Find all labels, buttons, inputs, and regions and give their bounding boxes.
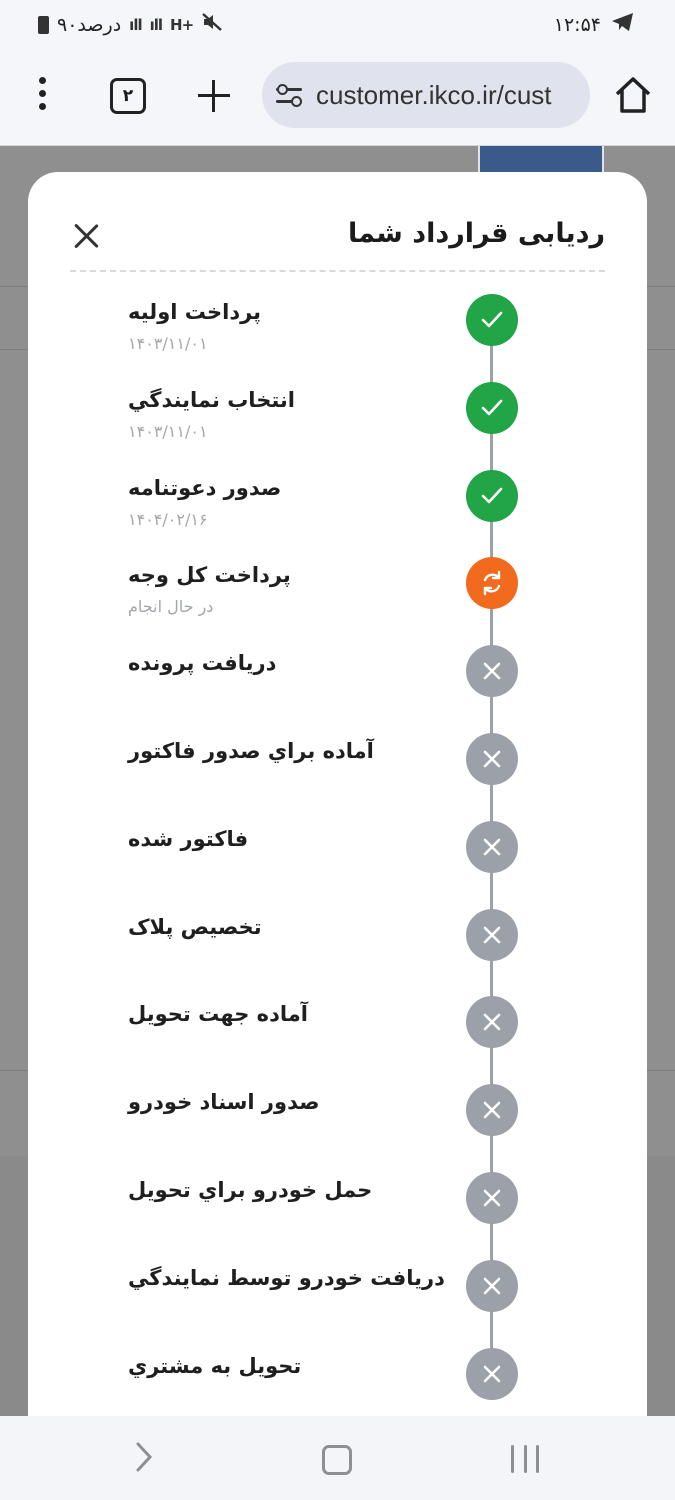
step-date: در حال انجام — [128, 597, 214, 617]
timeline-step — [28, 731, 647, 819]
cross-icon — [466, 821, 518, 873]
cross-icon — [466, 1348, 518, 1400]
timeline-step — [28, 292, 647, 380]
step-label: حمل خودرو براي تحويل — [128, 1178, 373, 1202]
back-icon[interactable] — [135, 1442, 153, 1472]
system-nav-bar — [0, 1416, 675, 1500]
cross-icon — [466, 1084, 518, 1136]
address-bar[interactable] — [262, 62, 590, 128]
time: ۱۲:۵۴ — [553, 13, 601, 36]
step-label: فاكتور شده — [128, 826, 249, 851]
browser-toolbar — [0, 50, 675, 146]
new-tab-button[interactable] — [196, 78, 232, 114]
timeline-step — [28, 555, 647, 643]
step-label: صدور اسناد خودرو — [128, 1090, 320, 1115]
timeline-step — [28, 643, 647, 731]
step-label: صدور دعوتنامه — [128, 475, 282, 500]
url-text[interactable]: customer.ikco.ir/cust — [316, 80, 552, 110]
close-icon[interactable] — [72, 222, 100, 250]
browser-menu-button[interactable] — [30, 77, 54, 117]
recent-apps-icon[interactable] — [511, 1445, 539, 1473]
home-nav-icon[interactable] — [322, 1445, 352, 1475]
status-left — [38, 12, 223, 37]
check-icon — [466, 294, 518, 346]
modal-title: ردیابی قرارداد شما — [348, 218, 605, 249]
timeline-step — [28, 468, 647, 556]
telegram-icon — [611, 12, 635, 37]
mute-icon — [201, 12, 223, 37]
step-label: پرداخت کل وجه — [128, 563, 291, 588]
battery-icon — [38, 16, 49, 34]
step-label: آماده براي صدور فاكتور — [128, 739, 374, 763]
check-icon — [466, 470, 518, 522]
timeline-step — [28, 907, 647, 995]
timeline-step — [28, 1082, 647, 1170]
timeline-step — [28, 1258, 647, 1346]
cross-icon — [466, 733, 518, 785]
step-date: ۱۴۰۳/۱۱/۰۱ — [128, 334, 208, 353]
battery-text: ۹۰درصد — [57, 13, 122, 36]
status-bar — [0, 0, 675, 50]
timeline-step — [28, 1170, 647, 1258]
contract-tracking-modal — [28, 172, 647, 1416]
timeline-step — [28, 1346, 647, 1416]
step-label: دریافت پرونده — [128, 651, 277, 676]
cross-icon — [466, 909, 518, 961]
signal-icon: ıll — [129, 15, 142, 34]
tabs-button[interactable]: ۲ — [110, 78, 146, 114]
step-label: آماده جهت تحويل — [128, 1002, 308, 1027]
signal-icon-2: ıll — [149, 15, 163, 34]
cross-icon — [466, 1260, 518, 1312]
home-icon[interactable] — [612, 74, 654, 116]
step-label: انتخاب نمايندگي — [128, 387, 295, 412]
check-icon — [466, 382, 518, 434]
cross-icon — [466, 996, 518, 1048]
step-label: تحويل به مشتري — [128, 1353, 302, 1378]
step-date: ۱۴۰۳/۱۱/۰۱ — [128, 421, 208, 441]
step-label: پرداخت اولیه — [128, 300, 262, 324]
timeline-step — [28, 819, 647, 907]
step-date: ۱۴۰۴/۰۲/۱۶ — [128, 509, 208, 529]
timeline-step — [28, 380, 647, 468]
site-settings-icon[interactable] — [276, 84, 302, 106]
divider — [70, 270, 605, 272]
network-type: H+ — [170, 15, 194, 34]
status-right — [554, 12, 635, 37]
step-label: تخصیص پلاک — [128, 914, 262, 939]
cross-icon — [466, 1172, 518, 1224]
sync-icon — [466, 557, 518, 609]
cross-icon — [466, 645, 518, 697]
timeline-step — [28, 994, 647, 1082]
step-label: دريافت خودرو توسط نمايندگي — [128, 1265, 445, 1290]
